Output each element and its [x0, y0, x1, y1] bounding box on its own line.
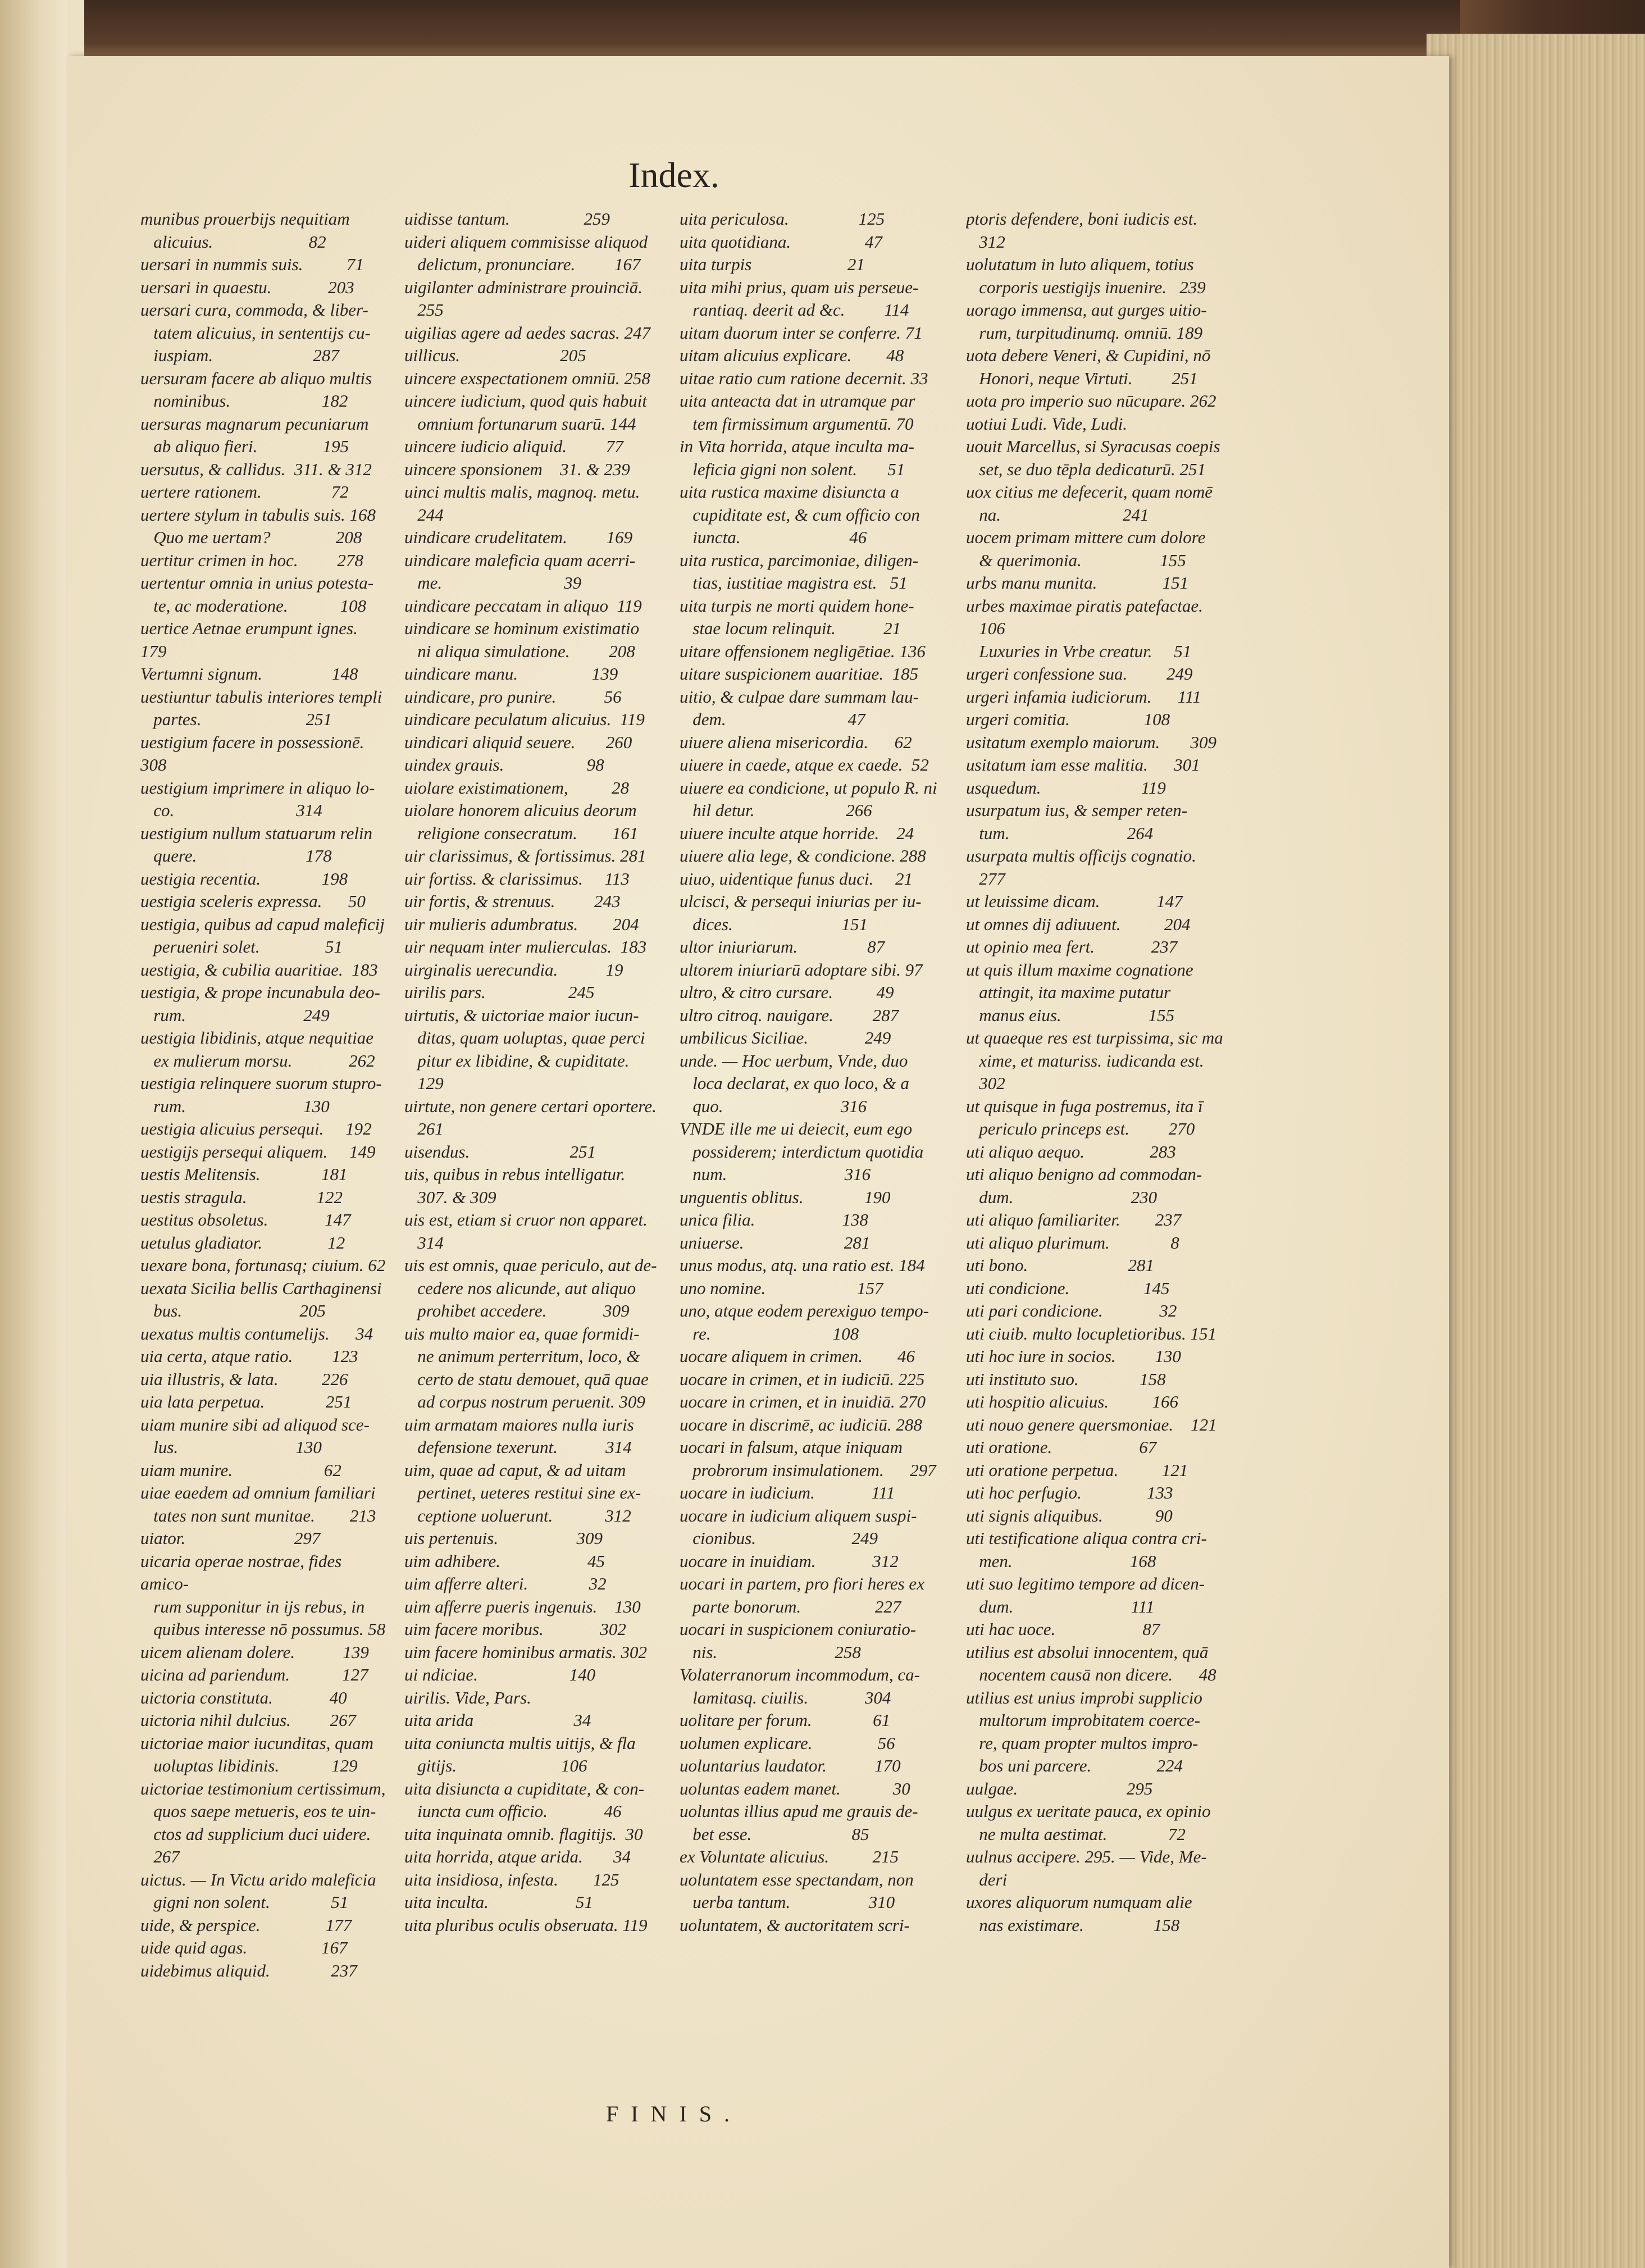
index-entry: uertere stylum in tabulis suis. 168	[140, 504, 376, 525]
index-entry: uertice Aetnae erumpunt ignes. 179	[140, 618, 362, 661]
index-entry: uictoriae maior iucunditas, quam uoluptas libidinis. 129	[140, 1733, 374, 1775]
index-entry: uita turpis 21	[680, 254, 865, 274]
index-entry: uotiui Ludi. Vide, Ludi.	[966, 413, 1128, 434]
index-entry: ulcisci, & persequi iniurias per iu- dices. 151	[680, 891, 922, 934]
index-entry: ut quisque in fuga postremus, ita ī periculo princeps est. 270	[966, 1096, 1203, 1138]
index-entry: uersari in nummis suis. 71	[140, 254, 364, 274]
index-entry: uti bono. 281	[966, 1255, 1154, 1275]
index-column-4	[966, 208, 1247, 2033]
index-entry: uita rustica, parcimoniae, diligen- tias, iustitiae magistra est. 51	[680, 550, 919, 593]
index-entry: uiuo, uidentique funus duci. 21	[680, 868, 913, 889]
index-entry: uincere iudicio aliquid. 77	[404, 436, 623, 456]
index-entry: uia certa, atque ratio. 123	[140, 1346, 358, 1366]
index-entry: uide, & perspice. 177	[140, 1915, 352, 1935]
index-entry: ut quis illum maxime cognatione attingit, ita maxime putatur manus eius. 155	[966, 959, 1193, 1025]
index-entry: uir nequam inter mulierculas. 183	[404, 937, 647, 957]
index-entry: uindicare se hominum existimatio ni aliqua simulatione. 208	[404, 618, 640, 661]
page-footer-finis: FINIS.	[605, 2101, 742, 2126]
index-entry: uirtutis, & uictoriae maior iucun- ditas, quam uoluptas, quae perci pitur ex libidine, & cupiditate. 129	[404, 1005, 645, 1093]
index-entry: uindicare peculatum alicuius. 119	[404, 709, 645, 729]
index-entry: uis multo maior ea, quae formidi- ne animum perterritum, loco, & certo de statu demouet, quā quae ad corpus nostrum peruenit. 309	[404, 1323, 649, 1411]
index-entry: urbs manu munita. 151	[966, 573, 1189, 593]
index-entry: uiator. 297	[140, 1528, 321, 1548]
index-entry: uis, quibus in rebus intelligatur. 307. & 309	[404, 1164, 626, 1207]
index-entry: uocare in iudicium aliquem suspi- cionibus. 249	[680, 1505, 917, 1548]
index-entry: uidebimus aliquid. 237	[140, 1960, 357, 1980]
index-entry: uexata Sicilia bellis Carthaginensi bus. 205	[140, 1278, 382, 1320]
index-entry: uouit Marcellus, si Syracusas coepis set, se duo tēpla dedicaturū. 251	[966, 436, 1220, 479]
index-entry: uestigijs persequi aliquem. 149	[140, 1141, 376, 1162]
index-column-2	[404, 208, 663, 2033]
index-entry: ultorem iniuriarū adoptare sibi. 97	[680, 959, 923, 980]
index-entry: urgeri comitia. 108	[966, 709, 1170, 729]
index-entry: uocare in discrimē, ac iudiciū. 288	[680, 1414, 922, 1434]
index-entry: uota pro imperio suo nūcupare. 262	[966, 391, 1216, 411]
book-gutter	[0, 0, 67, 2268]
index-entry: uita coniuncta multis uitijs, & fla gitijs. 106	[404, 1733, 636, 1775]
index-entry: uictoria nihil dulcius. 267	[140, 1710, 357, 1730]
index-entry: uersari in quaestu. 203	[140, 277, 354, 297]
index-entry: uolutatum in luto aliquem, totius corporis uestigijs inuenire. 239	[966, 254, 1206, 297]
index-entry: uincere exspectationem omniū. 258	[404, 368, 650, 388]
index-entry: uestigia, quibus ad capud maleficij perueniri solet. 51	[140, 914, 385, 957]
index-entry: uia lata perpetua. 251	[140, 1392, 352, 1411]
index-entry: uideri aliquem commisisse aliquod delictum, pronunciare. 167	[404, 231, 648, 274]
index-entry: uindicare manu. 139	[404, 664, 618, 684]
index-entry: uirilis pars. 245	[404, 982, 595, 1002]
index-entry: uindex grauis. 98	[404, 755, 604, 775]
index-entry: usurpatum ius, & semper reten- tum. 264	[966, 800, 1188, 843]
index-entry: uocare in inuidiam. 312	[680, 1551, 899, 1571]
index-entry: uita quotidiana. 47	[680, 231, 882, 252]
index-entry: uno, atque eodem perexiguo tempo- re. 108	[680, 1301, 929, 1344]
index-entry: uestigia libidinis, atque nequitiae ex mulierum morsu. 262	[140, 1028, 375, 1071]
index-entry: unus modus, atq. una ratio est. 184	[680, 1255, 925, 1275]
index-entry: uim facere moribus. 302	[404, 1619, 626, 1639]
index-entry: uiam munire. 62	[140, 1460, 341, 1480]
index-entry: uigilias agere ad aedes sacras. 247	[404, 322, 650, 343]
index-entry: uir fortiss. & clarissimus. 113	[404, 868, 630, 889]
index-entry: Vertumni signum. 148	[140, 664, 358, 684]
index-entry: uti oratione. 67	[966, 1437, 1157, 1457]
index-entry: uolumen explicare. 56	[680, 1733, 895, 1753]
index-entry: uir mulieris adumbratus. 204	[404, 914, 639, 934]
index-entry: uiuere ea condicione, ut populo R. ni hil detur. 266	[680, 777, 937, 820]
index-entry: uitam alicuius explicare. 48	[680, 345, 904, 365]
index-entry: uxores aliquorum numquam alie nas existimare. 158	[966, 1892, 1192, 1935]
index-entry: ut quaeque res est turpissima, sic ma xime, et maturiss. iudicanda est. 302	[966, 1028, 1223, 1093]
index-entry: uno nomine. 157	[680, 1278, 883, 1298]
index-entry: uictus. — In Victu arido maleficia gigni non solent. 51	[140, 1869, 376, 1912]
index-entry: uestigia, & cubilia auaritiae. 183	[140, 959, 378, 980]
index-entry: uirilis. Vide, Pars.	[404, 1687, 531, 1707]
index-entry: ui ndiciae. 140	[404, 1665, 596, 1684]
index-entry: uisendus. 251	[404, 1141, 596, 1162]
index-entry: uita periculosa. 125	[680, 209, 885, 229]
index-entry: uti nouo genere quersmoniae. 121	[966, 1414, 1217, 1434]
index-entry: uita pluribus oculis obseruata. 119	[404, 1915, 648, 1935]
index-entry: uim afferre alteri. 32	[404, 1574, 607, 1593]
index-entry: uti aliquo benigno ad commodan- dum. 230	[966, 1164, 1202, 1207]
index-entry: uoluntas illius apud me grauis de- bet esse. 85	[680, 1801, 918, 1844]
index-entry: uti hospitio alicuius. 166	[966, 1392, 1179, 1411]
index-entry: uertentur omnia in unius potesta- te, ac moderatione. 108	[140, 573, 374, 616]
index-entry: uindicare maleficia quam acerri- me. 39	[404, 550, 636, 593]
index-entry: uersari cura, commoda, & liber- tatem alicuius, in sententijs cu- iuspiam. 287	[140, 300, 371, 365]
index-entry: uestigia relinquere suorum stupro- rum. 130	[140, 1073, 382, 1116]
index-entry: uitare offensionem negligētiae. 136	[680, 641, 926, 661]
index-entry: uulnus accipere. 295. — Vide, Me- deri	[966, 1847, 1207, 1889]
index-entry: uocare in crimen, et in inuidiā. 270	[680, 1392, 926, 1411]
index-entry: uigilanter administrare prouinciā. 255	[404, 277, 642, 320]
index-entry: ut leuissime dicam. 147	[966, 891, 1183, 911]
index-entry: uestigia, & prope incunabula deo- rum. 249	[140, 982, 380, 1025]
index-entry: uiam munire sibi ad aliquod sce- lus. 130	[140, 1414, 370, 1457]
index-entry: unde. — Hoc uerbum, Vnde, duo loca declarat, ex quo loco, & a quo. 316	[680, 1050, 909, 1116]
index-entry: Luxuries in Vrbe creatur. 51	[966, 641, 1192, 661]
index-entry: uita arida 34	[404, 1710, 591, 1730]
index-entry: uocare in crimen, et in iudiciū. 225	[680, 1369, 925, 1389]
index-entry: uulgus ex ueritate pauca, ex opinio ne multa aestimat. 72	[966, 1801, 1211, 1844]
index-entry: uis est omnis, quae periculo, aut de- cedere nos alicunde, aut aliquo prohibet accedere. 309	[404, 1255, 657, 1320]
index-entry: uti hoc perfugio. 133	[966, 1483, 1173, 1502]
index-entry: uictoriae testimonium certissimum, quos saepe metueris, eos te uin- ctos ad supplicium duci uidere. 267	[140, 1778, 386, 1866]
index-entry: uita inculta. 51	[404, 1892, 593, 1912]
index-entry: uestiuntur tabulis interiores templi partes. 251	[140, 686, 382, 729]
index-entry: uiuere inculte atque horride. 24	[680, 823, 914, 843]
index-entry: uoluntas eadem manet. 30	[680, 1778, 910, 1798]
index-entry: uindicare peccatam in aliquo 119	[404, 595, 642, 616]
index-entry: uestigia recentia. 198	[140, 868, 348, 889]
index-entry: urbes maximae piratis patefactae. 106	[966, 595, 1203, 638]
index-entry: uersuram facere ab aliquo multis nominibus. 182	[140, 368, 372, 411]
index-entry: uitam duorum inter se conferre. 71	[680, 322, 923, 343]
index-entry: uoluntatem, & auctoritatem scri-	[680, 1915, 910, 1935]
index-entry: in Vita horrida, atque inculta ma- leficia gigni non solent. 51	[680, 436, 914, 479]
index-entry: usitatum iam esse malitia. 301	[966, 755, 1200, 775]
index-entry: uestis Melitensis. 181	[140, 1164, 348, 1184]
index-entry: uiolare existimationem, 28	[404, 777, 630, 798]
index-entry: uir fortis, & strenuus. 243	[404, 891, 621, 911]
index-entry: uti hac uoce. 87	[966, 1619, 1160, 1639]
index-entry: uictoria constituta. 40	[140, 1687, 347, 1707]
index-entry: uestigium imprimere in aliquo lo- co. 314	[140, 777, 375, 820]
index-entry: uicina ad pariendum. 127	[140, 1665, 368, 1684]
index-entry: uetulus gladiator. 12	[140, 1232, 345, 1253]
index-entry: uide quid agas. 167	[140, 1938, 348, 1957]
index-entry: uia illustris, & lata. 226	[140, 1369, 348, 1389]
index-entry: usitatum exemplo maiorum. 309	[966, 732, 1217, 752]
index-entry: uti suo legitimo tempore ad dicen- dum. 111	[966, 1574, 1205, 1616]
index-entry: uti condicione. 145	[966, 1278, 1170, 1298]
index-entry: uita horrida, atque arida. 34	[404, 1847, 631, 1866]
index-entry: VNDE ille me ui deiecit, eum ego possiderem; interdictum quotidia num. 316	[680, 1119, 924, 1184]
index-entry: uiolare honorem alicuius deorum religione consecratum. 161	[404, 800, 639, 843]
index-entry: uindicare crudelitatem. 169	[404, 527, 633, 547]
index-entry: ultor iniuriarum. 87	[680, 937, 885, 957]
index-entry: uersutus, & callidus. 311. & 312	[140, 459, 372, 479]
index-entry: uita disiuncta a cupiditate, & con- iuncta cum officio. 46	[404, 1778, 645, 1821]
page-header-title: Index.	[628, 155, 719, 195]
index-entry: uocari in partem, pro fiori heres ex parte bonorum. 227	[680, 1574, 924, 1616]
index-entry: uim, quae ad caput, & ad uitam pertinet, ueteres restitui sine ex- ceptione uoluerunt. 312	[404, 1460, 641, 1525]
index-entry: uti hoc iure in socios. 130	[966, 1346, 1181, 1366]
index-entry: uis est, etiam si cruor non apparet. 314	[404, 1210, 648, 1253]
index-entry: uestitus obsoletus. 147	[140, 1210, 351, 1229]
index-entry: uitae ratio cum ratione decernit. 33	[680, 368, 928, 388]
index-entry: usurpata multis officijs cognatio. 277	[966, 846, 1196, 889]
book-cover-top-edge	[84, 0, 1645, 62]
index-entry: usquedum. 119	[966, 777, 1166, 798]
index-entry: uexatus multis contumelijs. 34	[140, 1323, 373, 1344]
index-entry: uillicus. 205	[404, 345, 586, 365]
index-entry: uestigia sceleris expressa. 50	[140, 891, 366, 911]
index-entry: uiuere aliena misericordia. 62	[680, 732, 912, 752]
index-entry: Quo me uertam? 208	[140, 527, 362, 547]
index-entry: uita rustica maxime disiuncta a cupiditate est, & cum officio con iuncta. 46	[680, 482, 920, 547]
index-entry: urgeri confessione sua. 249	[966, 664, 1193, 684]
index-entry: uti signis aliquibus. 90	[966, 1505, 1173, 1525]
index-entry: unguentis oblitus. 190	[680, 1187, 891, 1207]
index-entry: uexare bona, fortunasq; ciuium. 62	[140, 1255, 386, 1275]
index-entry: uti pari condicione. 32	[966, 1301, 1177, 1320]
index-entry: uoluntarius laudator. 170	[680, 1756, 901, 1775]
index-entry: utilius est absolui innocentem, quā nocentem causā non dicere. 48	[966, 1642, 1216, 1684]
index-entry: uoluntatem esse spectandam, non uerba tantum. 310	[680, 1869, 914, 1912]
index-entry: uti oratione perpetua. 121	[966, 1460, 1188, 1480]
index-entry: uocare aliquem in crimen. 46	[680, 1346, 915, 1366]
index-entry: uicem alienam dolere. 139	[140, 1642, 369, 1662]
index-entry: uertitur crimen in hoc. 278	[140, 550, 363, 570]
index-entry: munibus prouerbijs nequitiam alicuius. 82	[140, 209, 350, 252]
index-entry: uindicari aliquid seuere. 260	[404, 732, 632, 752]
index-entry: uinci multis malis, magnoq. metu. 244	[404, 482, 640, 525]
index-entry: uita mihi prius, quam uis perseue- rantiaq. deerit ad &c. 114	[680, 277, 919, 320]
index-entry: uidisse tantum. 259	[404, 209, 610, 229]
index-entry: uocari in falsum, atque iniquam probrorum insimulationem. 297	[680, 1437, 936, 1480]
page-fore-edge	[1427, 34, 1645, 2268]
index-entry: uim facere hominibus armatis. 302	[404, 1642, 647, 1662]
index-entry: uox citius me defecerit, quam nomē na. 241	[966, 482, 1213, 525]
index-entry: uolitare per forum. 61	[680, 1710, 891, 1730]
index-entry: uestigium facere in possessionē. 308	[140, 732, 369, 775]
index-entry: Volaterranorum incommodum, ca- lamitasq. ciuilis. 304	[680, 1665, 920, 1707]
index-entry: uersuras magnarum pecuniarum ab aliquo fieri. 195	[140, 413, 369, 456]
index-entry: uita anteacta dat in utramque par tem firmissimum argumentū. 70	[680, 391, 915, 434]
index-column-3	[680, 208, 946, 2033]
index-entry: urgeri infamia iudiciorum. 111	[966, 686, 1201, 707]
index-entry: uti aliquo aequo. 283	[966, 1141, 1176, 1162]
index-entry: umbilicus Siciliae. 249	[680, 1028, 891, 1048]
index-entry: uincere iudicium, quod quis habuit omnium fortunarum suarū. 144	[404, 391, 647, 434]
index-entry: uti testificatione aliqua contra cri- men. 168	[966, 1528, 1207, 1571]
index-entry: uirtute, non genere certari oportere. 261	[404, 1096, 657, 1138]
index-entry: ex Voluntate alicuius. 215	[680, 1847, 899, 1866]
index-entry: uestigia alicuius persequi. 192	[140, 1119, 372, 1138]
index-entry: uestigium nullum statuarum relin quere. 178	[140, 823, 373, 866]
index-entry: utilius est unius improbi supplicio multorum improbitatem coerce- re, quam propter multos impro- bos uni parcere. 224	[966, 1687, 1202, 1775]
index-entry: ptoris defendere, boni iudicis est. 312	[966, 209, 1198, 252]
index-entry: uita insidiosa, infesta. 125	[404, 1869, 619, 1889]
index-entry: ultro, & citro cursare. 49	[680, 982, 894, 1002]
index-entry: uita turpis ne morti quidem hone- stae locum relinquit. 21	[680, 595, 914, 638]
index-entry: uiuere in caede, atque ex caede. 52	[680, 755, 929, 775]
index-entry: uota debere Veneri, & Cupidini, nō Honori, neque Virtuti. 251	[966, 345, 1211, 388]
index-entry: uulgae. 295	[966, 1778, 1153, 1798]
index-entry: uitio, & culpae dare summam lau- dem. 47	[680, 686, 919, 729]
index-entry: uti ciuib. multo locupletioribus. 151	[966, 1323, 1217, 1344]
index-entry: uir clarissimus, & fortissimus. 281	[404, 846, 646, 866]
index-entry: unica filia. 138	[680, 1210, 868, 1229]
index-entry: ultro citroq. nauigare. 287	[680, 1005, 899, 1025]
index-entry: uocari in suspicionem coniuratio- nis. 258	[680, 1619, 917, 1662]
index-entry: uti instituto suo. 158	[966, 1369, 1166, 1389]
index-entry: uim adhibere. 45	[404, 1551, 605, 1571]
index-entry: uirginalis uerecundia. 19	[404, 959, 623, 980]
index-entry: uicaria operae nostrae, fides amico- rum supponitur in ijs rebus, in quibus interesse nō possumus. 58	[140, 1551, 386, 1639]
index-entry: uita inquinata omnib. flagitijs. 30	[404, 1824, 643, 1844]
index-entry: uim afferre pueris ingenuis. 130	[404, 1596, 641, 1616]
index-entry: uocem primam mittere cum dolore & querimonia. 155	[966, 527, 1206, 570]
index-entry: ut opinio mea fert. 237	[966, 937, 1178, 957]
index-entry: uincere sponsionem 31. & 239	[404, 459, 630, 479]
index-entry: uim armatam maiores nulla iuris defensione texerunt. 314	[404, 1414, 634, 1457]
index-entry: uti aliquo familiariter. 237	[966, 1210, 1182, 1229]
index-entry: uiae eaedem ad omnium familiari tates non sunt munitae. 213	[140, 1483, 376, 1525]
index-entry: uis pertenuis. 309	[404, 1528, 603, 1548]
index-entry: uestis stragula. 122	[140, 1187, 343, 1207]
index-entry: uocare in iudicium. 111	[680, 1483, 895, 1502]
index-entry: uniuerse. 281	[680, 1232, 871, 1253]
index-entry: uorago immensa, aut gurges uitio- rum, turpitudinumq. omniū. 189	[966, 300, 1207, 343]
index-column-1	[140, 208, 388, 2033]
index-entry: uertere rationem. 72	[140, 482, 349, 502]
index-entry: ut omnes dij adiuuent. 204	[966, 914, 1191, 934]
index-entry: uiuere alia lege, & condicione. 288	[680, 846, 926, 866]
index-entry: uitare suspicionem auaritiae. 185	[680, 664, 919, 684]
index-entry: uindicare, pro punire. 56	[404, 686, 622, 707]
index-entry: uti aliquo plurimum. 8	[966, 1232, 1179, 1253]
